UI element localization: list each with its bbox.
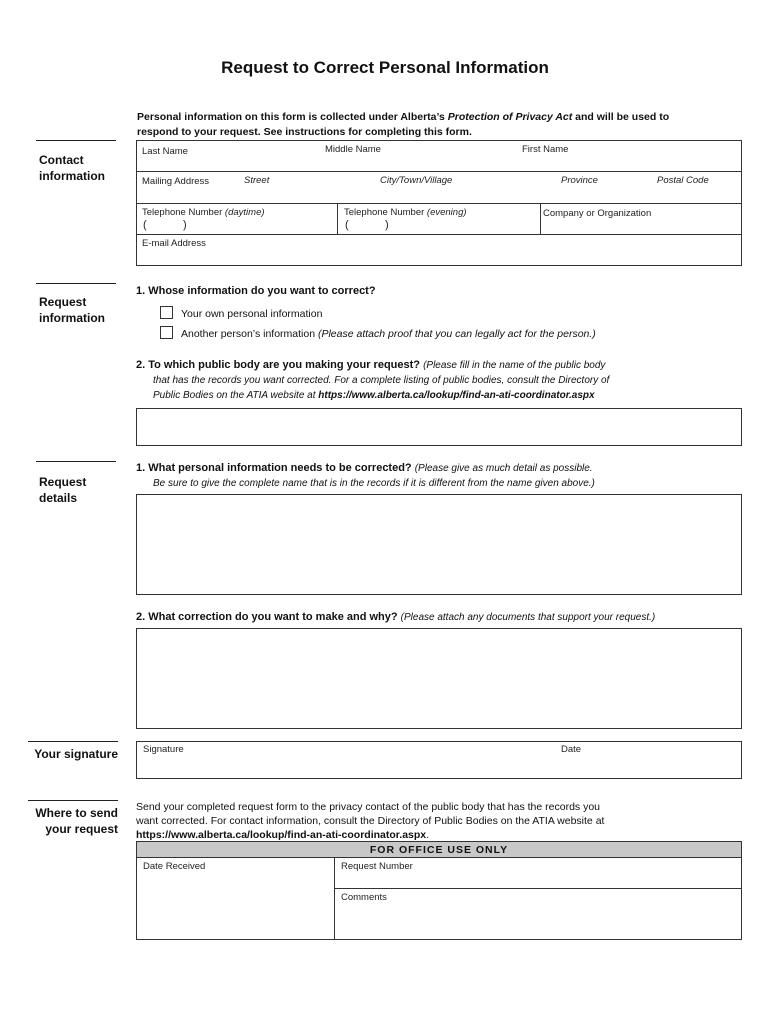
page-title: Request to Correct Personal Information [221, 58, 549, 77]
signature-field[interactable]: Signature [143, 744, 184, 755]
row-divider [137, 234, 741, 235]
email-field[interactable]: E-mail Address [142, 238, 206, 249]
province-field[interactable]: Province [561, 175, 598, 186]
question-info-to-correct: 1. What personal information needs to be corrected? (Please give as much detail as possible. [136, 462, 593, 474]
send-instructions: Send your completed request form to the privacy contact of the public body that has the records you want corrected. For contact information, consult the Directory of Public Bodies on the ATIA website at https://www.alberta.ca/lookup/find-an-ati-coordinator.aspx. [136, 801, 605, 841]
intro-text: Personal information on this form is collected under Alberta’s Protection of Privacy Act and will be used to respond to your request. See instructions for completing this form. [137, 111, 670, 138]
mailing-address-label: Mailing Address [142, 176, 210, 187]
section-label-where-to-send: Where to send your request [35, 806, 118, 836]
middle-name-field[interactable]: Middle Name [325, 144, 381, 155]
other-person-checkbox[interactable] [160, 326, 173, 339]
company-field[interactable]: Company or Organization [543, 208, 652, 219]
own-info-label: Your own personal information [181, 308, 323, 320]
postal-code-field[interactable]: Postal Code [657, 175, 709, 186]
office-use-header: FOR OFFICE USE ONLY [137, 842, 741, 858]
telephone-daytime-field[interactable]: Telephone Number (daytime) [142, 207, 265, 218]
row-divider [137, 171, 741, 172]
first-name-field[interactable]: First Name [522, 144, 569, 155]
atia-link[interactable]: https://www.alberta.ca/lookup/find-an-ati-coordinator.aspx [136, 829, 427, 841]
section-divider [36, 461, 116, 462]
info-to-correct-input[interactable] [136, 494, 742, 595]
info-to-correct-note: Be sure to give the complete name that is in the records if it is different from the name given above.) [153, 478, 595, 489]
question-public-body: 2. To which public body are you making your request? (Please fill in the name of the public body [136, 359, 606, 371]
public-body-note: Public Bodies on the ATIA website at https://www.alberta.ca/lookup/find-an-ati-coordinator.aspx [153, 390, 595, 401]
cell-divider [337, 203, 338, 234]
question-whose-info: 1. Whose information do you want to correct? [136, 285, 376, 297]
correction-input[interactable] [136, 628, 742, 729]
atia-link[interactable]: https://www.alberta.ca/lookup/find-an-ati-coordinator.aspx [318, 390, 595, 401]
area-code-close: ) [385, 219, 389, 231]
cell-divider [334, 858, 335, 939]
own-info-checkbox[interactable] [160, 306, 173, 319]
other-person-label: Another person’s information (Please attach proof that you can legally act for the person.) [181, 328, 596, 340]
question-correction: 2. What correction do you want to make and why? (Please attach any documents that support your request.) [136, 611, 656, 623]
section-label-signature: Your signature [34, 747, 118, 761]
date-field[interactable]: Date [561, 744, 582, 755]
section-divider [36, 283, 116, 284]
section-label-request-details: Request details [39, 475, 87, 505]
row-divider [334, 888, 741, 889]
section-divider [28, 741, 118, 742]
request-number-field[interactable]: Request Number [341, 861, 413, 872]
last-name-field[interactable]: Last Name [142, 146, 188, 157]
section-divider [36, 140, 116, 141]
signature-table [136, 741, 742, 779]
city-field[interactable]: City/Town/Village [380, 175, 453, 186]
public-body-note: that has the records you want corrected. For a complete listing of public bodies, consult the Directory of [153, 375, 610, 386]
section-label-contact: Contact information [39, 153, 105, 183]
comments-field[interactable]: Comments [341, 892, 387, 903]
cell-divider [540, 203, 541, 234]
section-label-request-info: Request information [39, 295, 105, 325]
contact-info-table [136, 140, 742, 266]
telephone-evening-field[interactable]: Telephone Number (evening) [344, 207, 467, 218]
office-use-table [136, 841, 742, 940]
area-code-open: ( [345, 219, 349, 231]
area-code-open: ( [143, 219, 147, 231]
area-code-close: ) [183, 219, 187, 231]
date-received-field[interactable]: Date Received [143, 861, 206, 872]
row-divider [137, 203, 741, 204]
section-divider [28, 800, 118, 801]
public-body-input[interactable] [136, 408, 742, 446]
street-field[interactable]: Street [244, 175, 270, 186]
